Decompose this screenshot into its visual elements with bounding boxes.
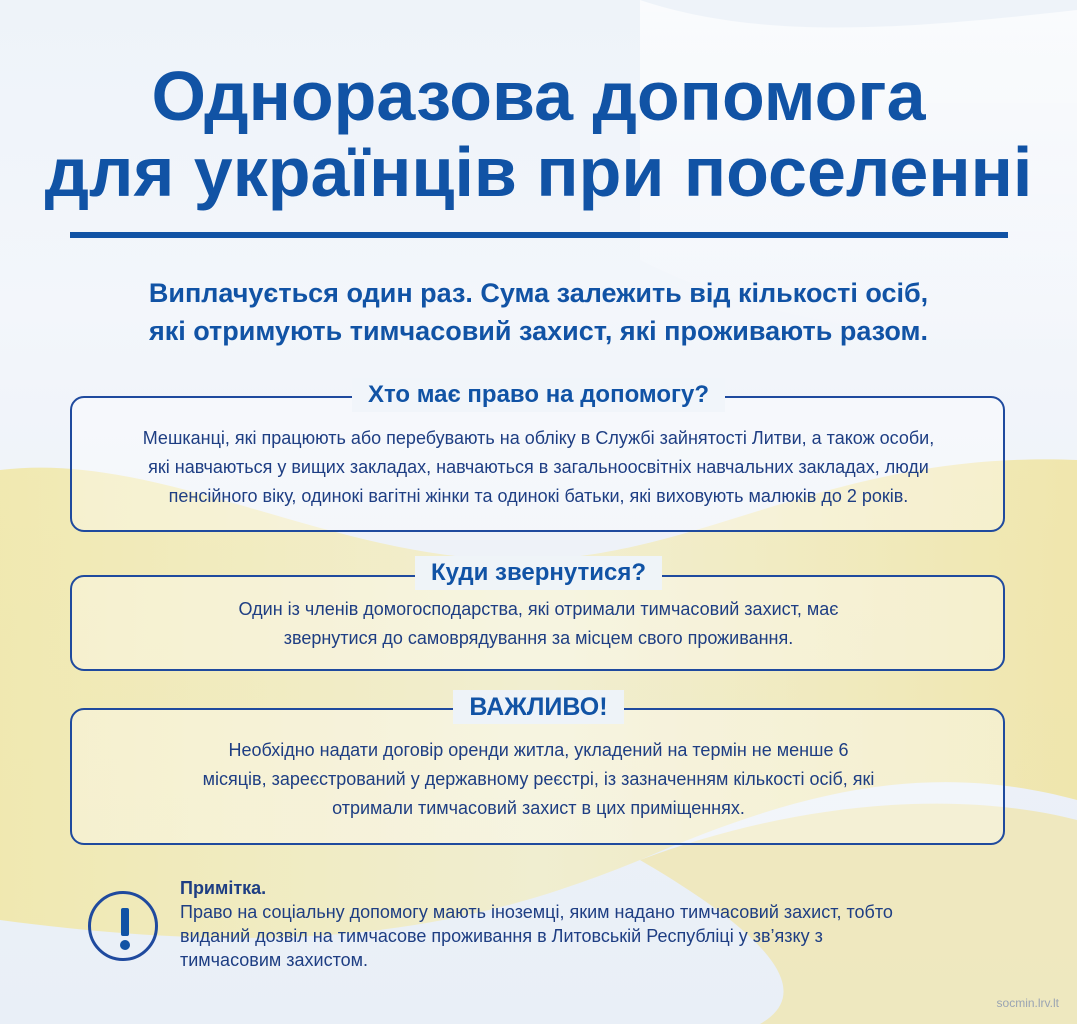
- where-to-apply-line: звернутися до самоврядування за місцем свого проживання.: [283, 628, 794, 648]
- eligibility-line: Мешканці, які працюють або перебувають на обліку в Службі зайнятості Литви, а також особи,: [142, 428, 935, 448]
- eligibility-line: які навчаються у вищих закладах, навчаються в загальноосвітніх навчальних закладах, люди: [148, 457, 929, 477]
- eligibility-line: пенсійного віку, одинокі вагітні жінки та одинокі батьки, які виховують малюків до 2 років.: [168, 486, 909, 506]
- eligibility-heading: Хто має право на допомогу?: [0, 378, 1077, 412]
- important-text: [0, 736, 1077, 823]
- note: [180, 876, 893, 972]
- important-heading: ВАЖЛИВО!: [0, 690, 1077, 724]
- where-to-apply-line: Один із членів домогосподарства, які отримали тимчасовий захист, має: [238, 599, 839, 619]
- note-line: тимчасовим захистом.: [180, 950, 369, 970]
- title-divider: [70, 232, 1008, 238]
- subtitle-line-1: Виплачується один раз. Сума залежить від кількості осіб,: [148, 278, 929, 308]
- note-line: виданий дозвіл на тимчасове проживання в Литовській Республіці у зв’язку з: [180, 926, 823, 946]
- where-to-apply-heading: Куди звернутися?: [0, 556, 1077, 590]
- subtitle-line-2: які отримують тимчасовий захист, які проживають разом.: [148, 316, 929, 346]
- important-line: отримали тимчасовий захист в цих приміщеннях.: [332, 798, 745, 818]
- exclamation-icon: [88, 891, 158, 961]
- important-line: місяців, зареєстрований у державному реєстрі, із зазначенням кількості осіб, які: [202, 769, 875, 789]
- note-line: Право на соціальну допомогу мають іноземці, яким надано тимчасовий захист, тобто: [180, 902, 893, 922]
- important-line: Необхідно надати договір оренди житла, укладений на термін не менше 6: [228, 740, 849, 760]
- page-title-line-1: Одноразова допомога: [151, 57, 926, 135]
- eligibility-text: [0, 424, 1077, 511]
- page-title-line-2: для українців при поселенні: [44, 133, 1033, 211]
- footer-source: socmin.lrv.lt: [996, 996, 1059, 1010]
- where-to-apply-text: [0, 595, 1077, 653]
- note-title: Примітка.: [180, 878, 267, 898]
